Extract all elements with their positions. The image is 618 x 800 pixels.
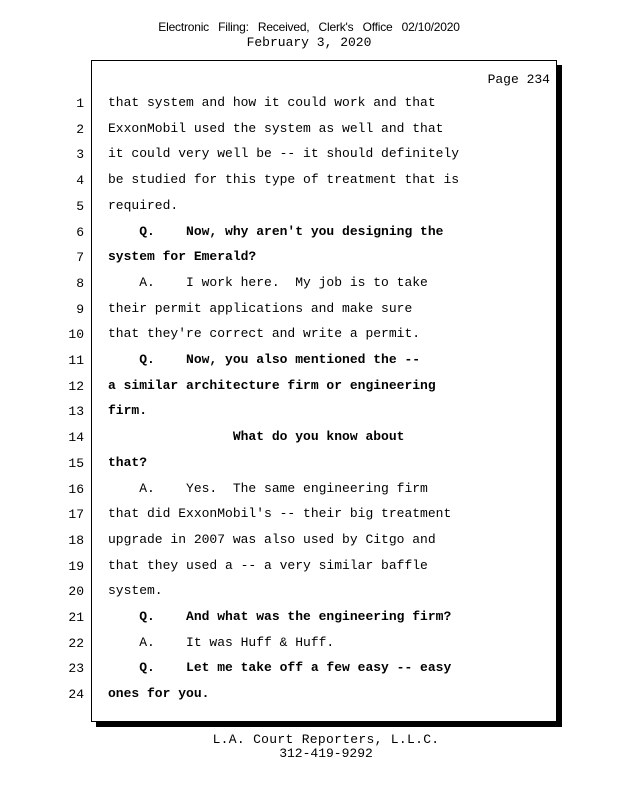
transcript-line: Q. Let me take off a few easy -- easy: [108, 660, 452, 675]
line-number: 9: [76, 302, 84, 317]
line-number: 16: [68, 482, 84, 497]
filing-stamp: Electronic Filing: Received, Clerk's Office 02/10/2020: [158, 20, 460, 34]
line-number: 22: [68, 636, 84, 651]
line-number: 24: [68, 687, 84, 702]
transcript-line: A. Yes. The same engineering firm: [108, 481, 428, 496]
transcript-line: that system and how it could work and that: [108, 95, 436, 110]
transcript-line: that they're correct and write a permit.: [108, 326, 421, 341]
line-number: 21: [68, 610, 84, 625]
transcript-line: firm.: [108, 403, 148, 418]
line-number: 14: [68, 430, 84, 445]
transcript-line: system for Emerald?: [108, 249, 257, 264]
transcript-line: A. I work here. My job is to take: [108, 275, 428, 290]
transcript-line: that?: [108, 455, 148, 470]
line-number: 12: [68, 379, 84, 394]
transcript-line: a similar architecture firm or engineering: [108, 378, 436, 393]
transcript-line: ones for you.: [108, 686, 210, 701]
transcript-line: that did ExxonMobil's -- their big treatment: [108, 506, 452, 521]
transcript-line: required.: [108, 198, 179, 213]
transcript-line: Q. And what was the engineering firm?: [108, 609, 452, 624]
transcript-line: system.: [108, 583, 163, 598]
line-number: 10: [68, 327, 84, 342]
line-number: 5: [76, 199, 84, 214]
line-number: 19: [68, 559, 84, 574]
transcript-line: A. It was Huff & Huff.: [108, 635, 335, 650]
transcript-line: their permit applications and make sure: [108, 301, 413, 316]
line-number: 2: [76, 122, 84, 137]
line-number: 20: [68, 584, 84, 599]
transcript-line: it could very well be -- it should definitely: [108, 146, 460, 161]
transcript-line: that they used a -- a very similar baffle: [108, 558, 428, 573]
line-number: 23: [68, 661, 84, 676]
line-number: 4: [76, 173, 84, 188]
line-number: 7: [76, 250, 84, 265]
transcript-line: What do you know about: [108, 429, 405, 444]
line-number: 3: [76, 147, 84, 162]
line-number: 6: [76, 225, 84, 240]
transcript-line: be studied for this type of treatment that is: [108, 172, 460, 187]
transcript-line: Q. Now, why aren't you designing the: [108, 224, 444, 239]
transcript-line: ExxonMobil used the system as well and that: [108, 121, 444, 136]
line-number: 1: [76, 96, 84, 111]
line-number: 17: [68, 507, 84, 522]
transcript-date: February 3, 2020: [246, 35, 372, 50]
line-number: 13: [68, 404, 84, 419]
reporter-phone: 312-419-9292: [279, 746, 373, 761]
reporter-company: L.A. Court Reporters, L.L.C.: [212, 732, 440, 747]
page-number: Page 234: [487, 72, 550, 87]
transcript-line: upgrade in 2007 was also used by Citgo and: [108, 532, 436, 547]
line-number: 8: [76, 276, 84, 291]
transcript-line: Q. Now, you also mentioned the --: [108, 352, 421, 367]
line-number: 11: [68, 353, 84, 368]
line-number: 18: [68, 533, 84, 548]
line-number: 15: [68, 456, 84, 471]
